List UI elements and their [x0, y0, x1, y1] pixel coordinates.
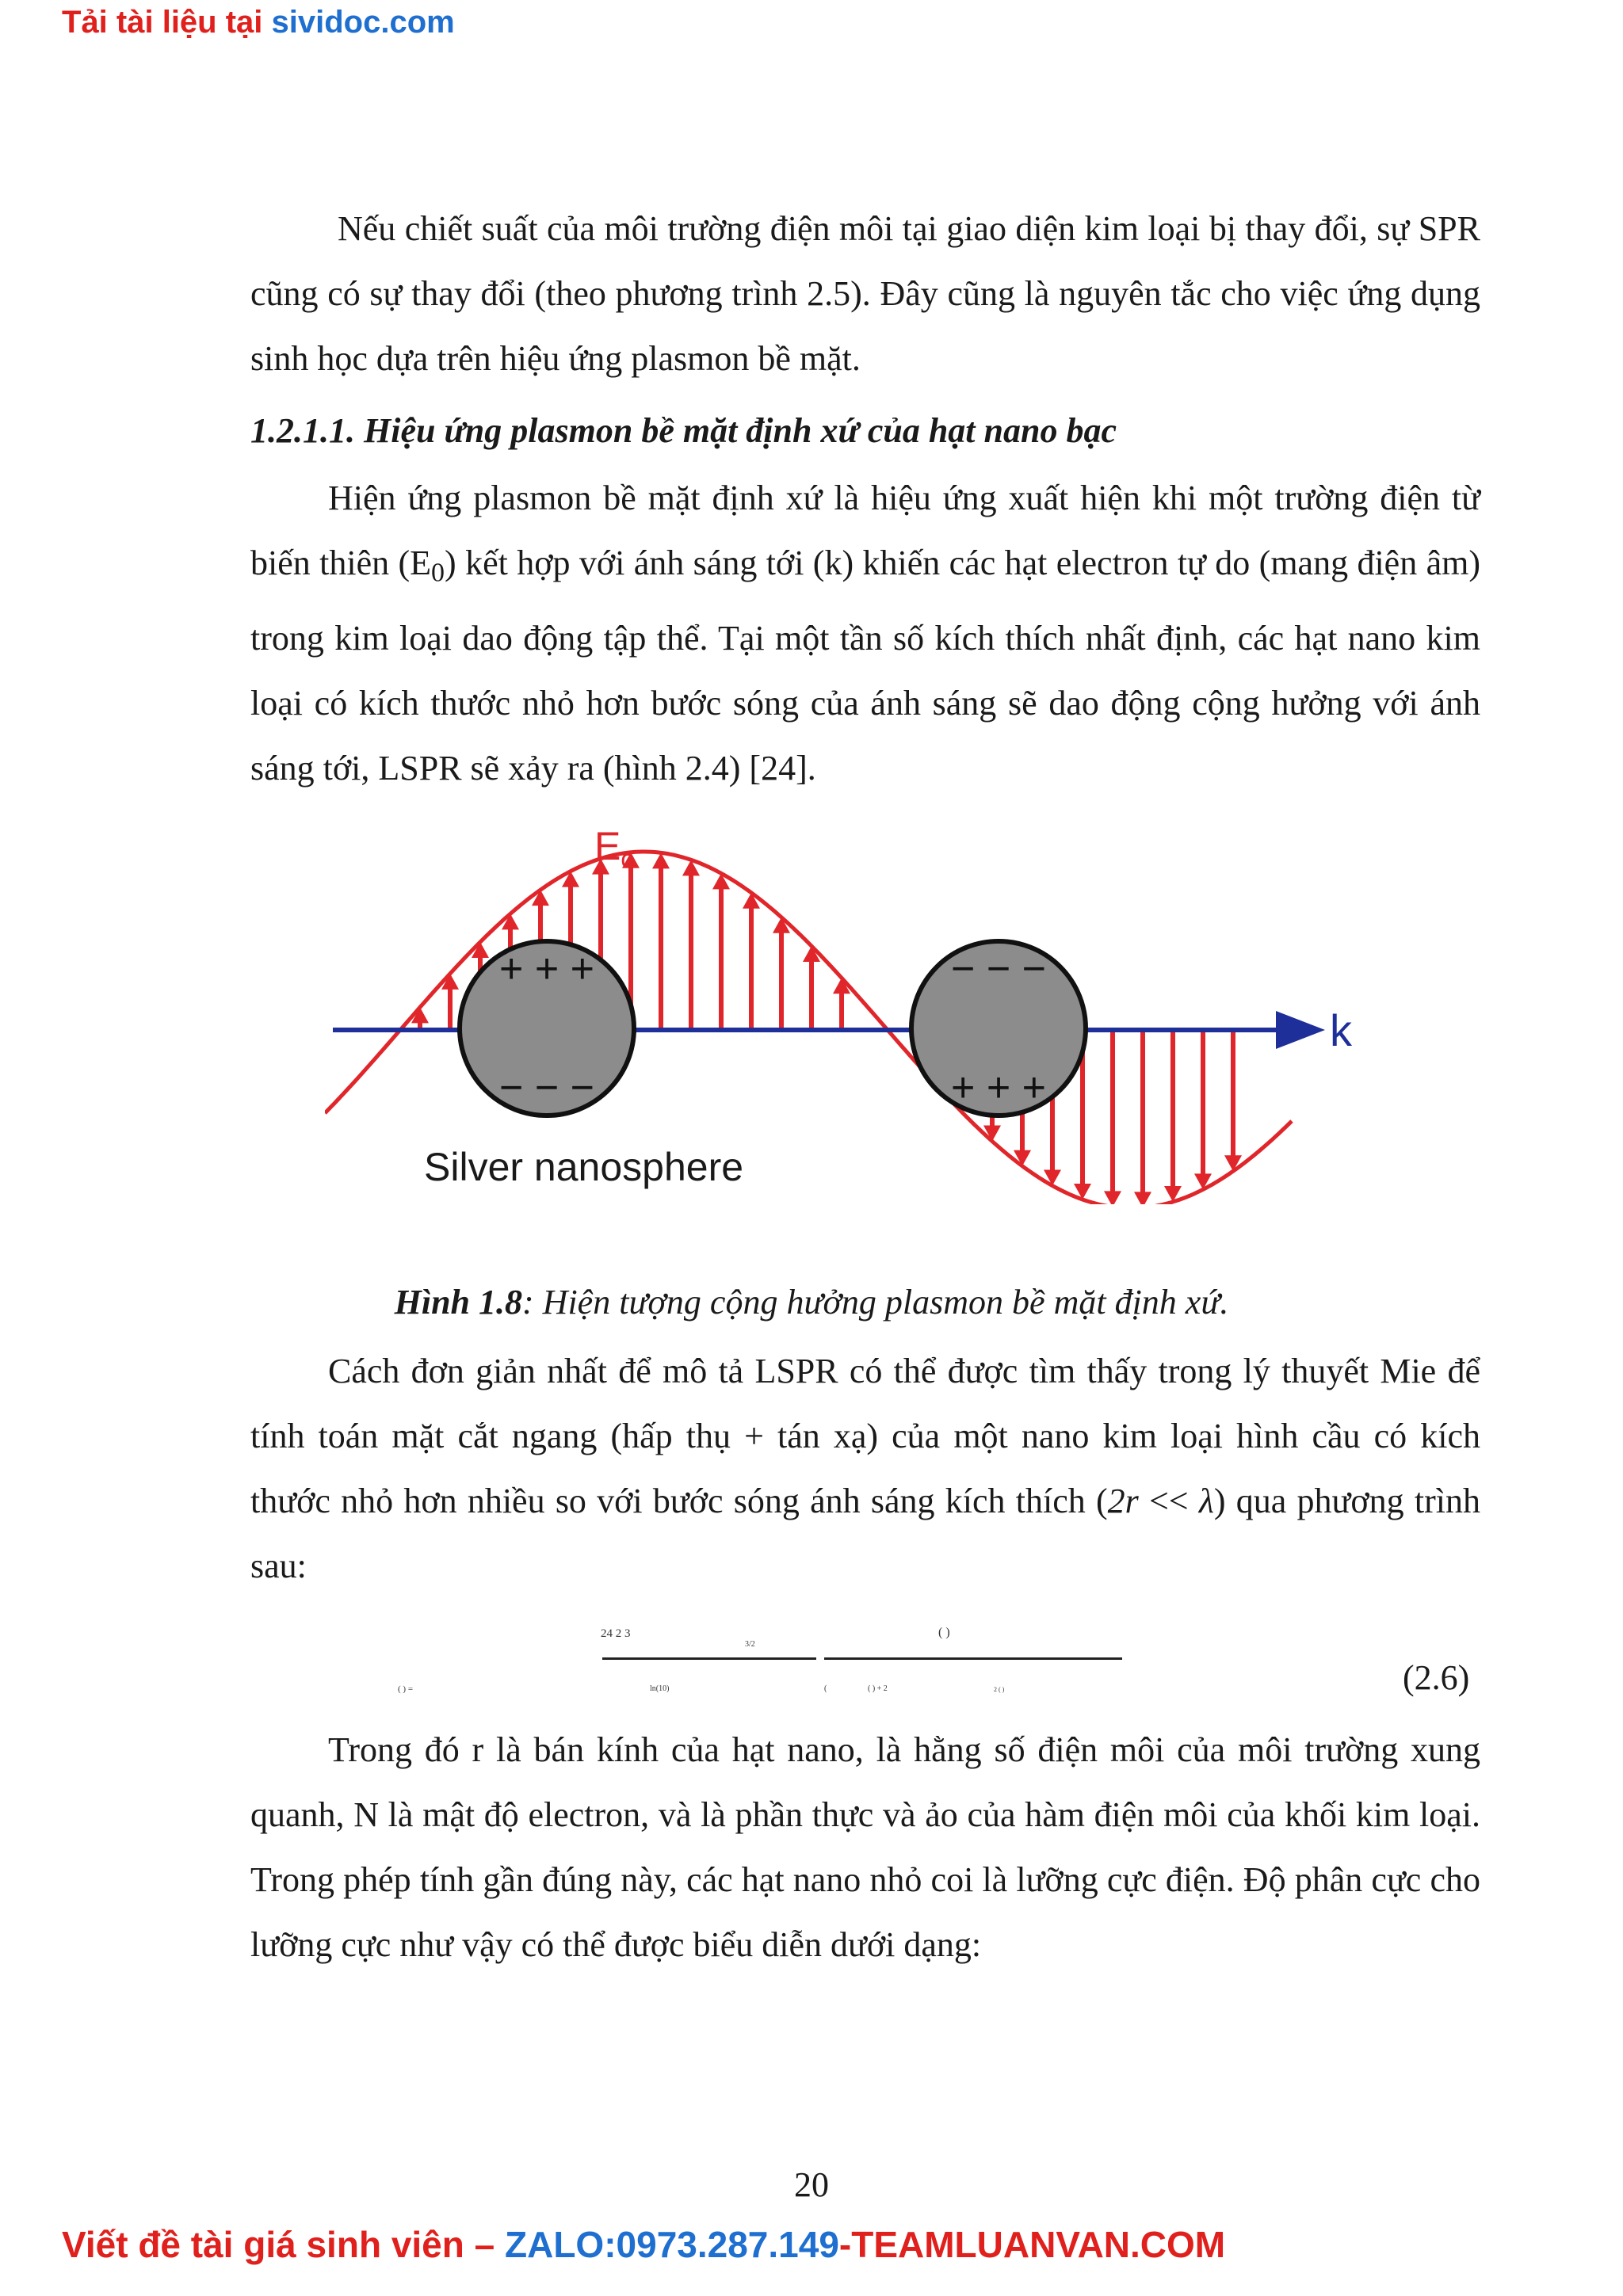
- paragraph-2-subscript: 0: [431, 558, 445, 588]
- figure-caption: [0, 1282, 1623, 1322]
- paragraph-2: [250, 466, 1480, 801]
- eq-lhs: ( ) =: [398, 1684, 414, 1694]
- eq-numerator-right: ( ): [938, 1626, 950, 1639]
- footer-site[interactable]: -TEAMLUANVAN.COM: [838, 2224, 1226, 2265]
- paragraph-4: Trong đó r là bán kính của hạt nano, là hằng số điện môi của môi trường xung quanh, N là mật độ electron, và là phần thực và ảo của hàm điện môi của khối kim loại. Trong phép tính gần đúng này, các hạt nano nhỏ coi là lưỡng cực điện. Độ phân cực cho lưỡng cực như vậy có thể được biểu diễn dưới dạng:: [250, 1730, 1480, 1964]
- eq-numerator-left-small: 3/2: [745, 1640, 755, 1649]
- page-number: 20: [794, 2165, 829, 2204]
- paragraph-2-part2: ) kết hợp với ánh sáng tới (k) khiến các hạt electron tự do (mang điện âm) trong kim loại dao động tập thể. Tại một tần số kích thích nhất định, các hạt nano kim loại có kích thước nhỏ hơn bước sóng của ánh sáng sẽ dao động cộng hưởng với ánh sáng tới, LSPR sẽ xảy ra (hình 2.4) [24].: [250, 543, 1481, 788]
- footer-banner: [62, 2223, 1225, 2266]
- e-field-subscript: o: [621, 845, 636, 873]
- right-sphere-negative-charges: − − −: [951, 946, 1046, 992]
- e-field-label: [594, 824, 635, 873]
- header-prefix: Tải tài liệu tại: [62, 5, 272, 40]
- paragraph-3-math-lambda: λ: [1198, 1482, 1214, 1520]
- equation-number: (2.6): [1403, 1658, 1470, 1697]
- header-site-link[interactable]: sividoc.com: [271, 5, 455, 40]
- left-sphere-positive-charges: + + +: [499, 946, 594, 992]
- header-banner: [62, 5, 455, 40]
- footer-text-1: Viết đề tài giá sinh viên –: [62, 2224, 506, 2265]
- eq-denominator-right-b: ( ) + 2: [868, 1684, 888, 1693]
- eq-fraction-bar-right: [824, 1657, 1122, 1660]
- e-field-letter: E: [594, 824, 621, 868]
- paragraph-3-part1: Cách đơn giản nhất để mô tả LSPR có thể được tìm thấy trong lý thuyết Mie để tính toán mặt cắt ngang (hấp thụ + tán xạ) của một nano kim loại hình cầu có kích thước nhỏ hơn nhiều so với bước sóng ánh sáng kích thích (: [250, 1352, 1480, 1520]
- paragraph-3-part3: ) qua phương trình sau:: [250, 1482, 1480, 1585]
- k-label: k: [1330, 1005, 1352, 1055]
- field-arrow-head: [1104, 1191, 1121, 1204]
- nanosphere-caption: Silver nanosphere: [424, 1145, 744, 1189]
- eq-denominator-right-a: (: [824, 1684, 827, 1693]
- paragraph-1: Nếu chiết suất của môi trường điện môi tại giao diện kim loại bị thay đổi, sự SPR cũng có sự thay đổi (theo phương trình 2.5). Đây cũng là nguyên tắc cho việc ứng dụng sinh học dựa trên hiệu ứng plasmon bề mặt.: [250, 209, 1480, 378]
- eq-denominator-left: ln(10): [650, 1684, 670, 1693]
- paragraph-3-part2: <<: [1138, 1482, 1199, 1520]
- eq-denominator-right-c: 2 ( ): [994, 1686, 1005, 1693]
- field-arrow-head: [1134, 1192, 1151, 1204]
- lspr-figure: [325, 816, 1379, 1204]
- eq-numerator-left: 24 2 3: [601, 1627, 631, 1640]
- paragraph-3-math-2r: 2r: [1107, 1482, 1139, 1520]
- figure-caption-text: : Hiện tượng cộng hưởng plasmon bề mặt định xứ.: [522, 1283, 1229, 1322]
- paragraph-3: [250, 1339, 1480, 1599]
- paragraph-2-part1: Hiện ứng plasmon bề mặt định xứ là hiệu ứng xuất hiện khi một trường điện từ biến thiên (E: [250, 479, 1480, 582]
- section-heading: 1.2.1.1. Hiệu ứng plasmon bề mặt định xứ của hạt nano bạc: [250, 411, 1117, 450]
- right-sphere-positive-charges: + + +: [951, 1065, 1046, 1111]
- figure-caption-label: Hình 1.8: [394, 1283, 523, 1322]
- equation-2-6: [0, 1616, 1623, 1711]
- axis-arrowhead: [1276, 1011, 1325, 1049]
- left-sphere-negative-charges: − − −: [499, 1065, 594, 1111]
- eq-fraction-bar-left: [602, 1657, 816, 1660]
- footer-zalo[interactable]: ZALO:0973.287.149: [505, 2224, 839, 2265]
